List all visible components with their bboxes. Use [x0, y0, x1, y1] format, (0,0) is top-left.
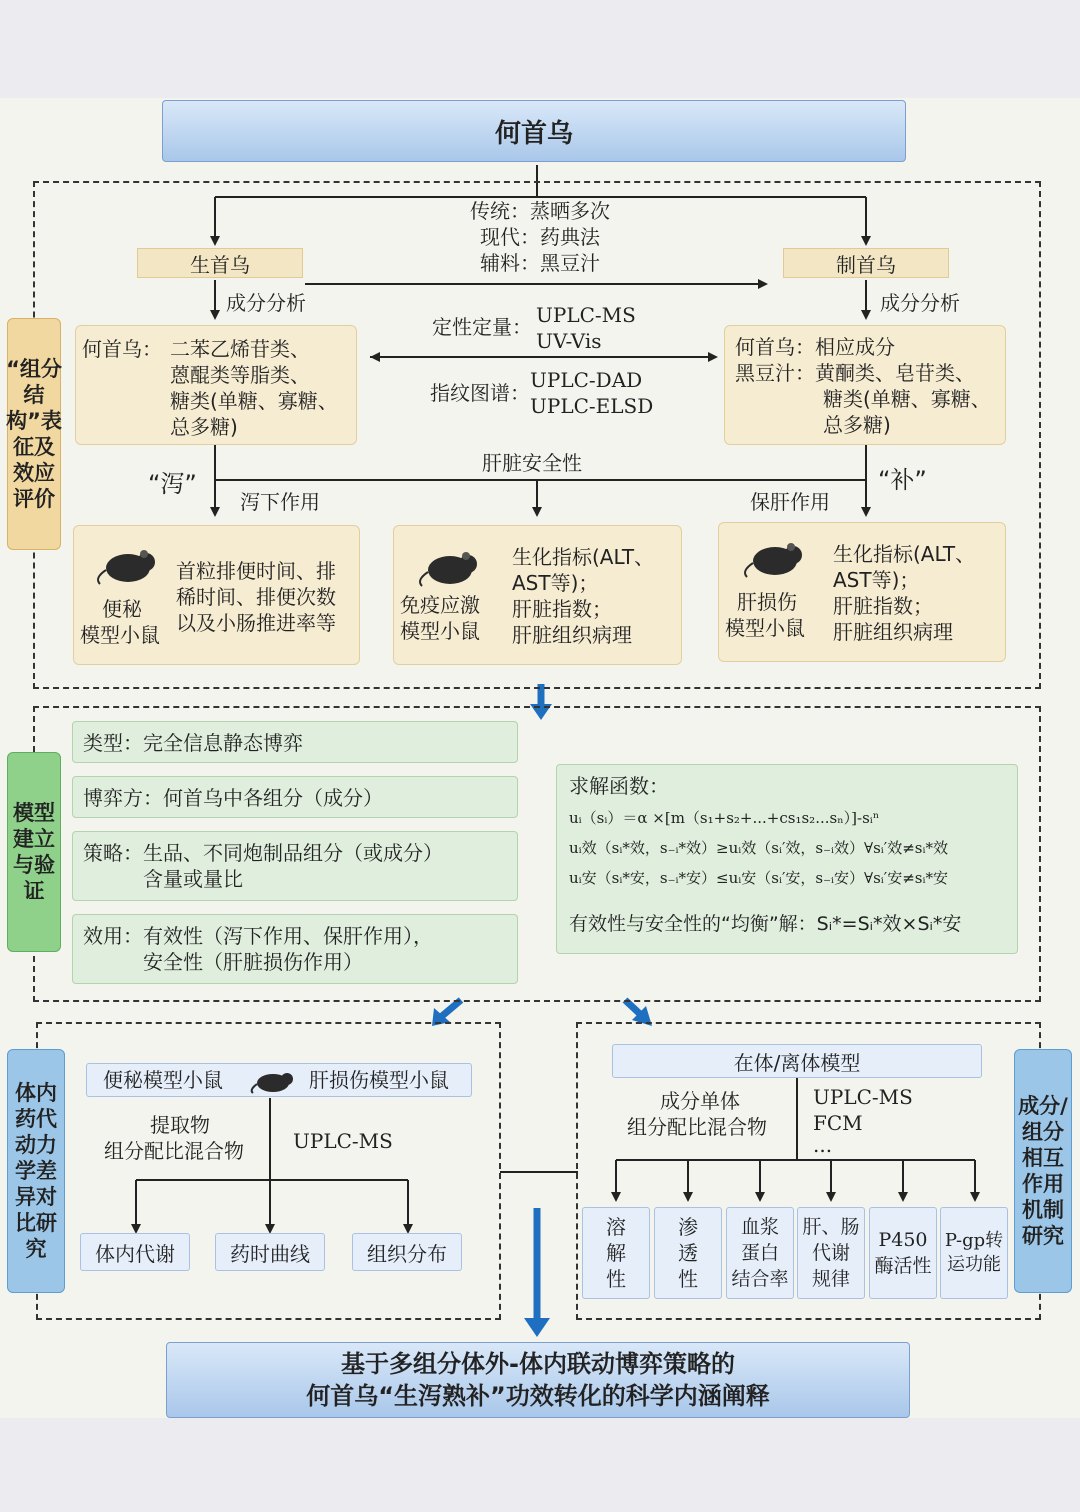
game-type-box	[72, 721, 518, 763]
header-constipation-model: 便秘模型小鼠	[103, 1068, 223, 1092]
fingerprint-label: 指纹图谱：	[430, 381, 530, 405]
processed-components-line: 糖类(单糖、寡糖、	[823, 387, 991, 411]
game-players-box	[72, 776, 518, 818]
raw-components-box	[75, 325, 357, 445]
raw-components-lead: 何首乌：	[82, 337, 162, 361]
formula-safety: uᵢ安（sᵢ*安，s₋ᵢ*安）≤uᵢ安（sᵢ′安，s₋ᵢ安）∀sᵢ′安≠sᵢ*安	[569, 869, 948, 887]
liver-safety-label: 肝脏安全性	[482, 451, 582, 475]
output-text: 透	[678, 1241, 698, 1265]
model-indicator: 稀时间、排便次数	[176, 585, 336, 609]
model-name: 便秘	[102, 597, 142, 621]
liver-protect-label: 保肝作用	[750, 490, 830, 514]
section4-method: ...	[813, 1133, 833, 1157]
processing-traditional: 传统：蒸晒多次	[470, 199, 610, 223]
section3-header	[86, 1063, 472, 1097]
mouse-icon	[247, 1068, 297, 1094]
laxative-effect-label: 泻下作用	[240, 490, 320, 514]
output-tissue-distribution: 组织分布	[352, 1233, 462, 1271]
conclusion-line: 何首乌“生泻熟补”功效转化的科学内涵阐释	[306, 1382, 770, 1410]
extract-label: 提取物	[150, 1113, 210, 1137]
model-name: 免疫应激	[400, 593, 480, 617]
output-text: 蛋白	[740, 1242, 779, 1264]
output-pgp	[940, 1207, 1008, 1299]
section4-method: UPLC-MS	[813, 1085, 913, 1109]
model-indicator: 首粒排便时间、排	[176, 559, 336, 583]
qualitative-method: UV-Vis	[536, 329, 602, 353]
processed-component-analysis: 成分分析	[880, 291, 960, 315]
model-indicator: 生化指标(ALT、	[512, 545, 655, 569]
model-name: 模型小鼠	[80, 623, 160, 647]
section1-side-label: “组分结构”表征及效应评价	[7, 318, 61, 550]
section4-header: 在体/离体模型	[612, 1044, 982, 1078]
output-text: 规律	[811, 1268, 850, 1290]
raw-components-line: 二苯乙烯苷类、	[170, 337, 310, 361]
output-metabolic-pattern	[797, 1207, 865, 1299]
output-text: 溶	[606, 1215, 626, 1239]
output-text: 运功能	[947, 1254, 1001, 1275]
subject-mixture: 组分配比混合物	[627, 1115, 767, 1139]
model-name: 肝损伤	[737, 590, 797, 614]
mixture-label: 组分配比混合物	[104, 1139, 244, 1163]
game-utility: 效用：有效性（泻下作用、保肝作用）， 安全性（肝脏损伤作用）	[83, 924, 433, 974]
mouse-icon	[414, 546, 480, 590]
output-text: P-gp转	[944, 1230, 1004, 1251]
main-title: 何首乌	[162, 100, 906, 162]
model-indicator: 肝脏指数；	[833, 594, 933, 618]
output-text: 结合率	[731, 1268, 789, 1290]
output-text: 酶活性	[874, 1255, 932, 1277]
section4-method: FCM	[813, 1111, 863, 1135]
game-type: 类型：完全信息静态博弈	[83, 731, 303, 755]
output-metabolism: 体内代谢	[80, 1233, 190, 1271]
raw-component-analysis: 成分分析	[226, 291, 306, 315]
model-box-constipation	[73, 525, 360, 665]
header-liver-model: 肝损伤模型小鼠	[309, 1068, 449, 1092]
processed-components-line: 黑豆汁：黄酮类、皂苷类、	[735, 361, 975, 385]
model-indicator: AST等)；	[833, 568, 920, 592]
model-box-immune	[393, 525, 682, 665]
processing-modern: 现代：药典法	[480, 225, 600, 249]
xie-label: “泻”	[148, 470, 197, 498]
subject-monomer: 成分单体	[660, 1089, 740, 1113]
raw-components-line: 糖类(单糖、寡糖、	[170, 389, 338, 413]
output-text: 代谢	[811, 1242, 850, 1264]
section4-side-label: 成分/组分相互作用机制研究	[1014, 1049, 1072, 1293]
qualitative-method: UPLC-MS	[536, 303, 636, 327]
output-concentration-curve: 药时曲线	[215, 1233, 325, 1271]
model-indicator: 生化指标(ALT、	[833, 542, 976, 566]
equilibrium-solution: 有效性与安全性的“均衡”解：Sᵢ*=Sᵢ*效×Sᵢ*安	[569, 913, 962, 935]
solution-title: 求解函数：	[569, 774, 669, 798]
conclusion-box	[166, 1342, 910, 1418]
output-text: 血浆	[740, 1216, 779, 1238]
output-solubility	[582, 1207, 650, 1299]
game-utility-box	[72, 914, 518, 984]
processing-adjuvant: 辅料：黑豆汁	[480, 251, 600, 275]
model-name: 模型小鼠	[725, 616, 805, 640]
fingerprint-method: UPLC-DAD	[530, 368, 643, 392]
section3-side-label: 体内药代动力学差异对比研究	[7, 1049, 65, 1293]
fingerprint-method: UPLC-ELSD	[530, 394, 654, 418]
output-p450	[869, 1207, 937, 1299]
processed-components-line: 总多糖)	[823, 413, 891, 437]
formula-efficacy: uᵢ效（sᵢ*效，s₋ᵢ*效）≥uᵢ效（sᵢ′效，s₋ᵢ效）∀sᵢ′效≠sᵢ*效	[569, 839, 948, 857]
output-text: 解	[606, 1241, 626, 1265]
processed-label: 制首乌	[783, 248, 949, 278]
solution-box	[556, 764, 1018, 954]
model-indicator: AST等)；	[512, 571, 599, 595]
model-indicator: 以及小肠推进率等	[176, 611, 336, 635]
raw-components-line: 总多糖)	[170, 415, 238, 439]
section3-method: UPLC-MS	[293, 1129, 393, 1153]
output-text: 性	[606, 1267, 626, 1291]
game-strategy: 策略：生品、不同炮制品组分（或成分） 含量或量比	[83, 841, 443, 891]
mouse-icon	[739, 537, 805, 581]
processed-components-box	[724, 325, 1006, 445]
output-text: 肝、肠	[802, 1216, 860, 1238]
conclusion-line: 基于多组分体外-体内联动博弈策略的	[341, 1350, 735, 1378]
output-text: P450	[878, 1229, 928, 1251]
bu-label: “补”	[878, 466, 927, 494]
raw-components-line: 蒽醌类等脂类、	[170, 363, 310, 387]
model-box-liver-injury	[718, 522, 1006, 662]
mouse-icon	[92, 544, 158, 588]
qualitative-label: 定性定量：	[432, 315, 532, 339]
output-plasma-binding	[726, 1207, 794, 1299]
model-indicator: 肝脏组织病理	[512, 623, 632, 647]
output-text: 性	[678, 1267, 698, 1291]
raw-label: 生首乌	[137, 248, 303, 278]
processed-components-line: 何首乌：相应成分	[735, 335, 895, 359]
model-indicator: 肝脏组织病理	[833, 620, 953, 644]
game-strategy-box	[72, 831, 518, 901]
game-players: 博弈方：何首乌中各组分（成分）	[83, 786, 383, 810]
output-text: 渗	[678, 1215, 698, 1239]
formula-utility: uᵢ（sᵢ）＝α ×[m（s₁+s₂+...+cs₁s₂...sₙ）]-sᵢⁿ	[569, 809, 880, 827]
output-permeability	[654, 1207, 722, 1299]
model-indicator: 肝脏指数；	[512, 597, 612, 621]
model-name: 模型小鼠	[400, 619, 480, 643]
section2-side-label: 模型建立与验证	[7, 752, 61, 952]
